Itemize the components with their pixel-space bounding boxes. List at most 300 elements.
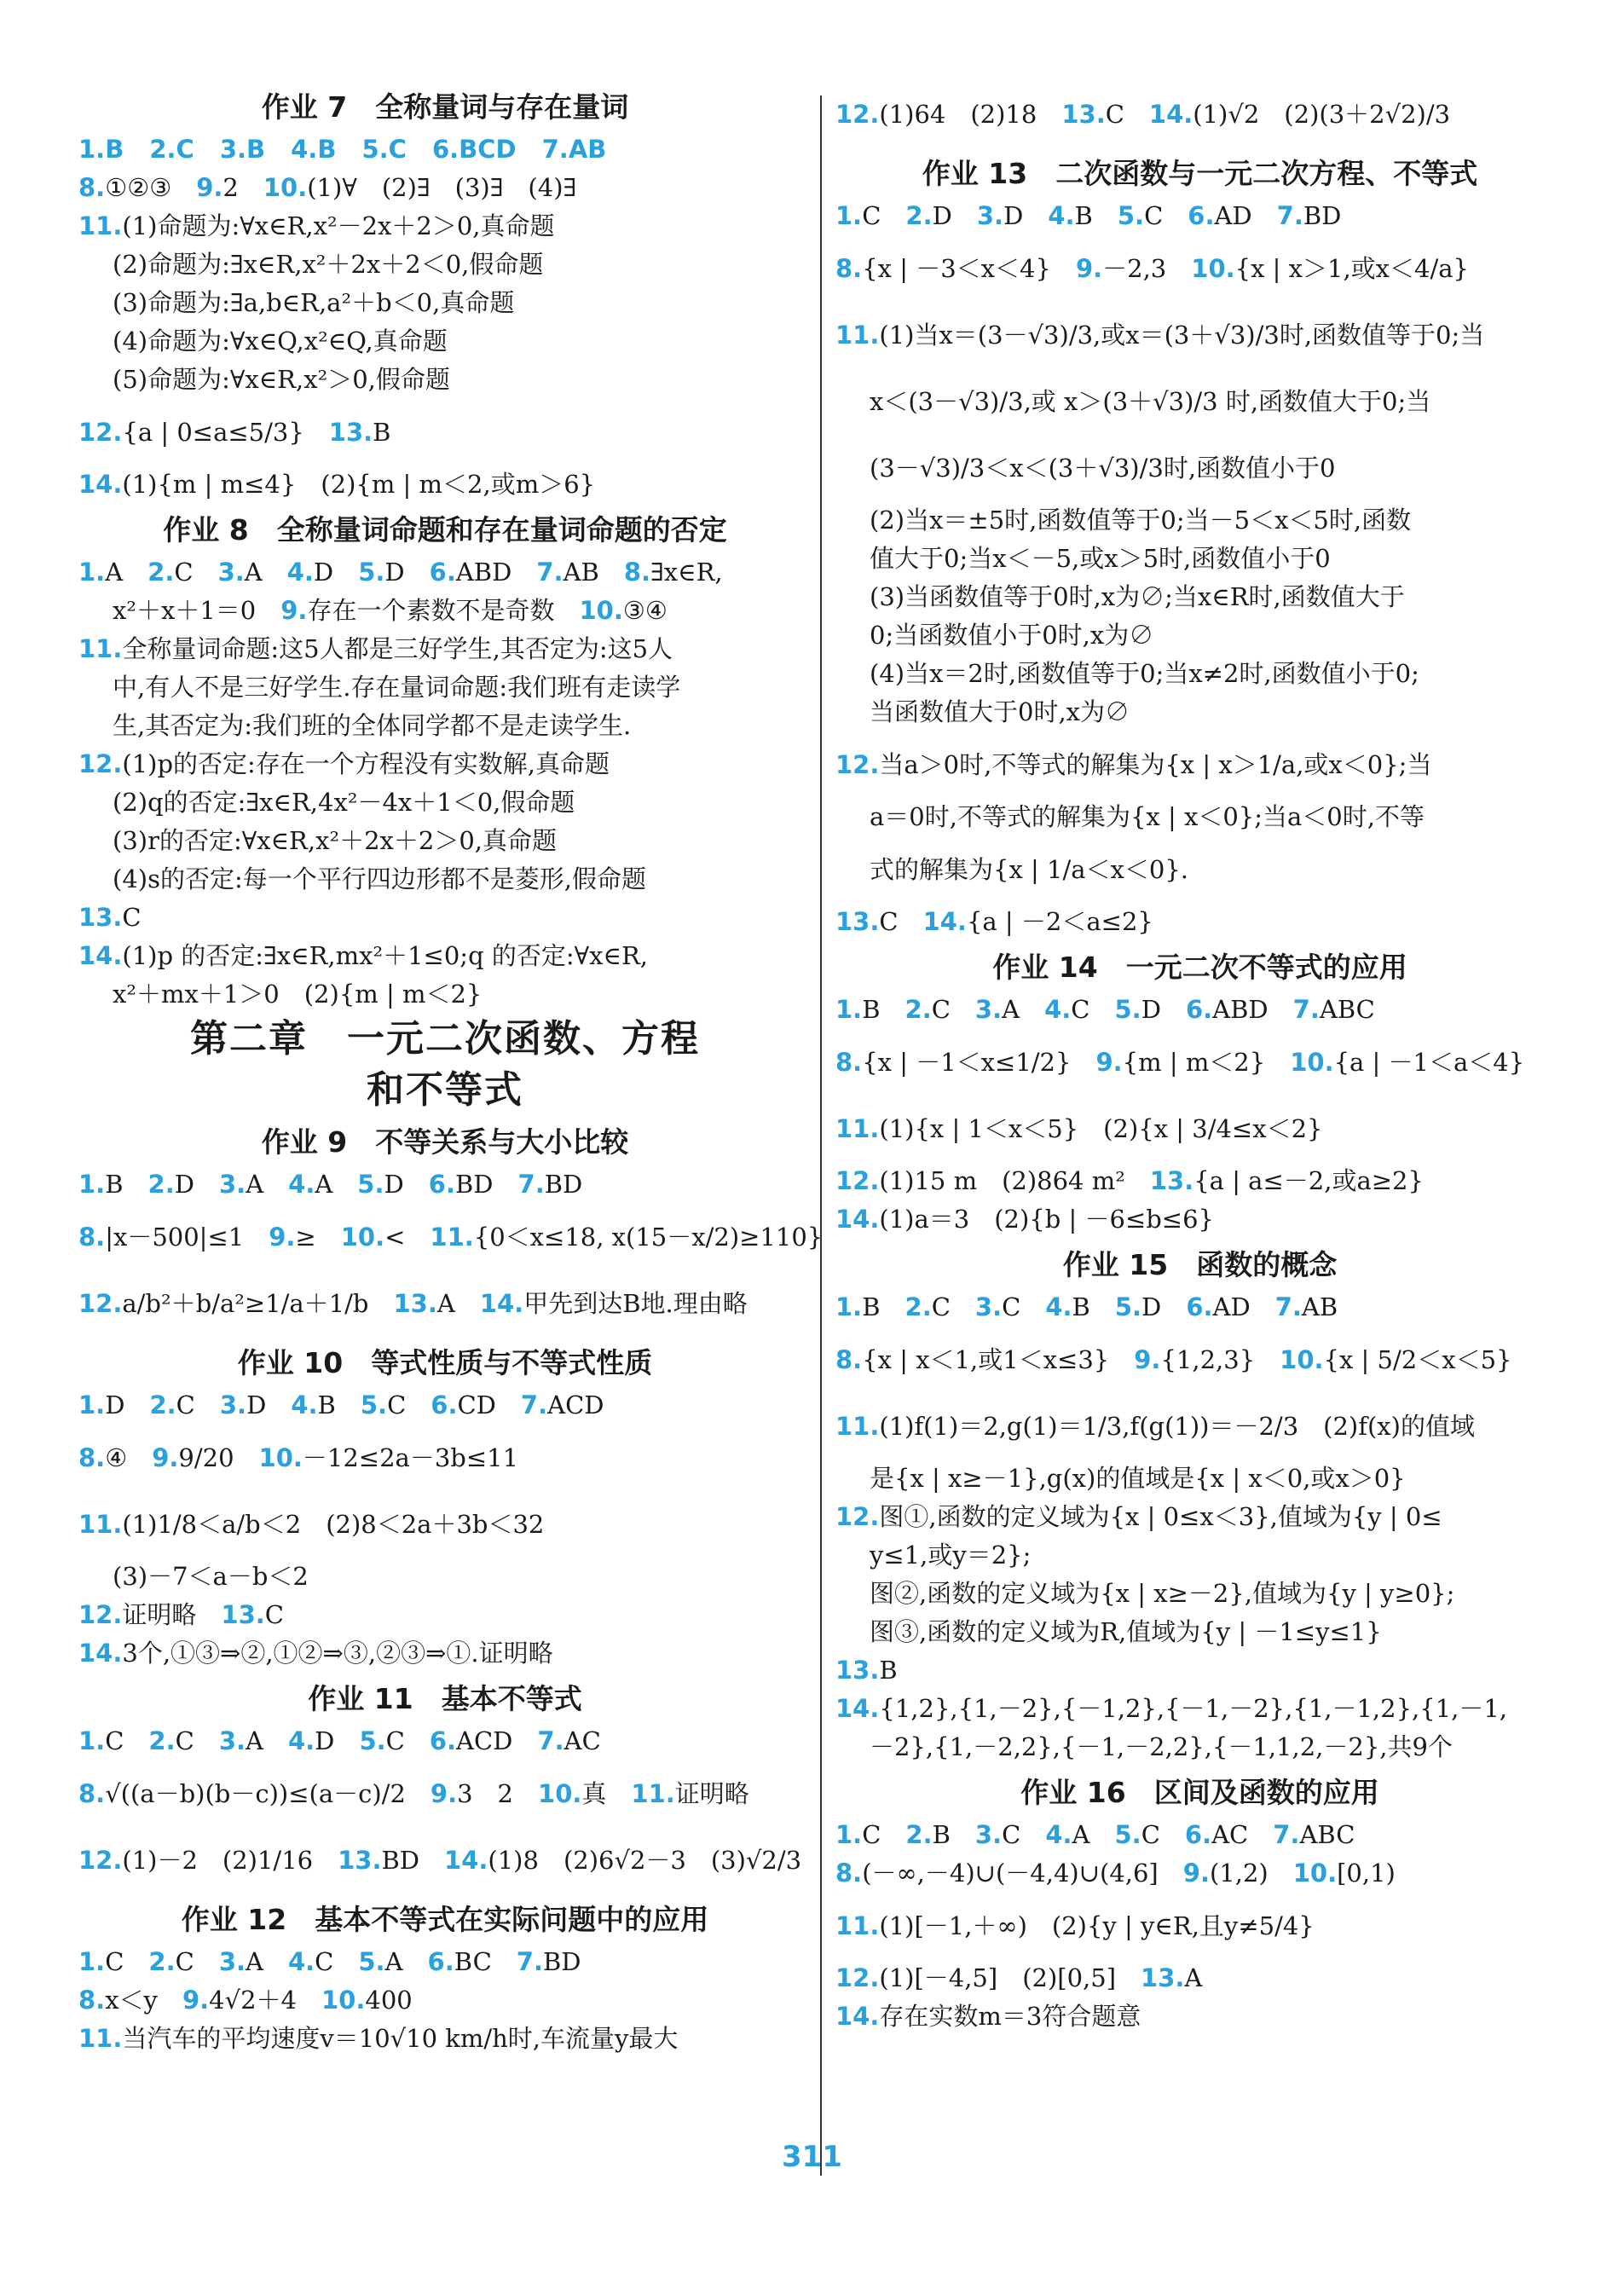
answer-text: √((a－b)(b－c))≤(a－c)/2	[105, 1779, 431, 1808]
section-title: 作业 11 基本不等式	[308, 1682, 582, 1715]
answer-text: {1,2,3}	[1160, 1345, 1280, 1374]
answer-text: (1)∀ (2)∃ (3)∃ (4)∃	[307, 173, 577, 202]
question-number: 12.	[78, 418, 123, 447]
answer-text: a/b²＋b/a²≥1/a＋1/b	[122, 1289, 394, 1318]
answer-text: {x | x＜1,或1＜x≤3}	[862, 1345, 1135, 1374]
question-number: 14.	[1148, 100, 1193, 129]
answer-text: 甲先到达B地.理由略	[523, 1289, 748, 1318]
answer-text: (1){x | 1＜x＜5} (2){x | 3/4≤x＜2}	[879, 1114, 1323, 1143]
answer-text: C	[122, 903, 142, 932]
question-number: 5.	[359, 1726, 386, 1755]
answer-text: (1)p的否定:存在一个方程没有实数解,真命题	[122, 749, 610, 778]
question-number: 1.	[78, 1390, 106, 1419]
answer-line	[78, 745, 812, 783]
answer-text: BD	[544, 1170, 583, 1199]
question-number: 7.	[517, 1170, 545, 1199]
answer-text: C	[1144, 201, 1188, 230]
answer-text: (1)f(1)＝2,g(1)＝1/3,f(g(1))＝－2/3 (2)f(x)的值域	[879, 1412, 1475, 1441]
question-number: 9.	[152, 1443, 179, 1472]
question-number: 12.	[835, 1502, 880, 1531]
answer-line	[835, 1816, 1564, 1854]
question-number: 3.	[218, 1947, 246, 1976]
answer-text: a＝0时,不等式的解集为{x | x＜0};当a＜0时,不等	[870, 802, 1425, 831]
answer-line	[835, 501, 1564, 540]
answer-line	[78, 1596, 812, 1634]
answer-line	[835, 616, 1564, 655]
question-number: 9.	[1075, 254, 1103, 283]
answer-line	[835, 435, 1564, 501]
question-number: 4.	[286, 558, 314, 587]
answer-line	[835, 731, 1564, 798]
answer-text: A	[1184, 1963, 1203, 1992]
answer-text: 是{x | x≥－1},g(x)的值域是{x | x＜0,或x＞0}	[870, 1464, 1406, 1493]
answer-text: C	[1141, 1820, 1185, 1849]
question-number: 2.	[905, 1820, 933, 1849]
question-number: 2.	[148, 1726, 176, 1755]
answer-line	[78, 783, 812, 822]
answer-text: C	[176, 1390, 220, 1419]
section-title: 作业 9 不等关系与大小比较	[261, 1125, 629, 1159]
question-number: 10.	[1290, 1048, 1334, 1077]
answer-text: 中,有人不是三好学生.存在量词命题:我们班有走读学	[113, 673, 681, 702]
answer-text: C	[1071, 995, 1115, 1024]
question-number: 6.	[1186, 1292, 1213, 1321]
question-number: 2.	[904, 1292, 932, 1321]
answer-text: 真	[581, 1779, 632, 1808]
question-number: 4.	[287, 1947, 315, 1976]
question-number: 11.	[631, 1779, 675, 1808]
answer-text: C	[1105, 100, 1149, 129]
left-column	[78, 81, 824, 2058]
question-number: 10.	[321, 1986, 366, 2015]
question-number: 9.	[196, 173, 223, 202]
question-number: 11.	[835, 321, 880, 350]
answer-line	[835, 540, 1564, 578]
answer-line	[835, 1997, 1564, 2036]
answer-text: ∃x∈R,	[650, 558, 723, 587]
answer-text: B	[862, 1292, 905, 1321]
question-number: 10.	[1191, 254, 1235, 283]
answer-line	[835, 1288, 1564, 1327]
question-number: 8.	[78, 173, 106, 202]
answer-text: C	[879, 907, 923, 936]
question-number: 11.	[835, 1412, 880, 1441]
question-number: 8.	[835, 1345, 863, 1374]
answer-text: ABC	[1319, 995, 1375, 1024]
answer-text: |x－500|≤1	[105, 1223, 269, 1252]
answer-text: B	[1074, 201, 1118, 230]
question-number: 11.	[78, 1510, 123, 1539]
answer-line	[835, 1200, 1564, 1239]
answer-text: BD	[1303, 201, 1342, 230]
question-number: 14.	[922, 907, 967, 936]
answer-line	[835, 578, 1564, 616]
answer-text: C	[385, 1726, 430, 1755]
answer-text: 图②,函数的定义域为{x | x≥－2},值域为{y | y≥0};	[870, 1579, 1455, 1608]
answer-text: BD	[381, 1846, 445, 1875]
question-number: 13.	[338, 1846, 382, 1875]
answer-line	[835, 1893, 1564, 1959]
question-number: 6.	[427, 1947, 454, 1976]
answer-text: {x | －3＜x＜4}	[862, 254, 1076, 283]
question-number: 9.	[1182, 1859, 1210, 1888]
answer-text: －12≤2a－3b≤11	[302, 1443, 519, 1472]
answer-text: ④	[105, 1443, 153, 1472]
section-title: 作业 15 函数的概念	[1062, 1248, 1338, 1281]
answer-text: C	[105, 1726, 149, 1755]
answer-line	[78, 2020, 812, 2058]
answer-line	[78, 1827, 812, 1893]
answer-text: {x | x＞1,或x＜4/a}	[1234, 254, 1469, 283]
question-number: 4.	[291, 1390, 318, 1419]
answer-line	[835, 693, 1564, 731]
section-title: 作业 12 基本不等式在实际问题中的应用	[181, 1903, 709, 1936]
answer-text: 全称量词命题:这5人都是三好学生,其否定为:这5人	[122, 634, 673, 663]
answer-text: (1)[－4,5] (2)[0,5]	[879, 1963, 1141, 1992]
question-number: 5.	[358, 558, 385, 587]
answer-text: D	[1141, 995, 1186, 1024]
answer-line	[835, 81, 1564, 147]
answer-text: A	[315, 1170, 358, 1199]
answer-line	[78, 860, 812, 899]
answer-text: C	[1002, 1820, 1046, 1849]
question-number: 14.	[78, 941, 123, 970]
answer-text: 3 2	[457, 1779, 539, 1808]
answer-text: C	[862, 201, 906, 230]
question-number: 14.	[78, 470, 123, 499]
answer-text: (1)命题为:∀x∈R,x²－2x＋2＞0,真命题	[122, 211, 555, 240]
question-number: 8.	[78, 1443, 106, 1472]
answer-line	[835, 1498, 1564, 1536]
question-number: 13.	[1149, 1166, 1194, 1195]
answer-choice: BCD	[459, 135, 517, 164]
answer-line	[835, 903, 1564, 941]
question-number: 7.	[516, 1947, 543, 1976]
answer-text: {0＜x≤18, x(15－x/2)≥110}	[473, 1223, 824, 1252]
answer-line	[835, 368, 1564, 435]
answer-text: (3)命题为:∃a,b∈R,a²＋b＜0,真命题	[113, 288, 515, 317]
answer-text: A	[244, 558, 287, 587]
question-number: 11.	[78, 2024, 123, 2053]
question-number: 9.	[430, 1779, 458, 1808]
question-number: 9.	[280, 596, 308, 625]
answer-line	[835, 1651, 1564, 1690]
question-number: 8.	[78, 1779, 106, 1808]
question-number: 13.	[78, 903, 123, 932]
question-number: 3.	[218, 1726, 246, 1755]
question-number: 6.	[429, 558, 456, 587]
question-number: 12.	[78, 749, 123, 778]
question-number: 10.	[263, 173, 308, 202]
question-number: 2.	[147, 1170, 175, 1199]
section-title: 作业 7 全称量词与存在量词	[261, 90, 629, 124]
question-number: 11.	[78, 634, 123, 663]
question-number: 6.	[431, 135, 459, 164]
answer-text: AD	[1212, 1292, 1275, 1321]
answer-text: 生,其否定为:我们班的全体同学都不是走读学生.	[113, 711, 632, 740]
answer-text: (1)√2 (2)(3＋2√2)/3	[1193, 100, 1451, 129]
answer-text: x＜(3－√3)/3,或 x＞(3＋√3)/3 时,函数值大于0;当	[870, 387, 1431, 416]
question-number: 8.	[78, 1223, 106, 1252]
question-number: 12.	[78, 1846, 123, 1875]
answer-text: C	[387, 1390, 431, 1419]
answer-text: (3)－7＜a－b＜2	[113, 1562, 309, 1591]
answer-text: (1)8 (2)6√2－3 (3)√2/3	[488, 1846, 802, 1875]
question-number: 10.	[1280, 1345, 1324, 1374]
question-number: 6.	[1185, 995, 1213, 1024]
answer-line	[835, 1460, 1564, 1498]
answer-text: (1)p 的否定:∃x∈R,mx²＋1≤0;q 的否定:∀x∈R,	[122, 941, 648, 970]
answer-choice: C	[388, 135, 407, 164]
answer-line	[835, 1613, 1564, 1651]
answer-line	[78, 465, 812, 504]
answer-text: 2	[223, 173, 263, 202]
answer-line	[78, 1558, 812, 1596]
question-number: 3.	[974, 1292, 1003, 1321]
chapter-title: 第二章 一元二次函数、方程	[190, 1017, 700, 1061]
answer-line	[78, 1386, 812, 1425]
question-number: 12.	[835, 100, 880, 129]
answer-text: 400	[365, 1986, 413, 2015]
question-number: 13.	[835, 907, 880, 936]
question-number: 13.	[393, 1289, 437, 1318]
answer-text: BD	[454, 1170, 518, 1199]
question-number: 13.	[1141, 1963, 1185, 1992]
answer-text: (3)r的否定:∀x∈R,x²＋2x＋2＞0,真命题	[113, 826, 557, 855]
answer-text: x²＋mx＋1＞0 (2){m | m＜2}	[113, 980, 483, 1009]
question-number: 9.	[1095, 1048, 1123, 1077]
answer-text: 3个,①③⇒②,①②⇒③,②③⇒①.证明略	[122, 1639, 553, 1668]
answer-line	[78, 246, 812, 284]
answer-text: ABC	[1299, 1820, 1355, 1849]
answer-line	[78, 668, 812, 707]
question-number: 1.	[835, 201, 863, 230]
answer-choice: AB	[568, 135, 607, 164]
question-number: 14.	[835, 2002, 880, 2031]
answer-line	[835, 1162, 1564, 1200]
question-number: 13.	[835, 1656, 880, 1685]
answer-text: 存在一个素数不是奇数	[307, 596, 580, 625]
answer-text: C	[862, 1820, 906, 1849]
question-number: 4.	[1048, 201, 1075, 230]
question-number: 1.	[78, 558, 106, 587]
answer-text: 值大于0;当x＜－5,或x＞5时,函数值小于0	[870, 544, 1331, 573]
question-number: 11.	[835, 1911, 880, 1940]
question-number: 7.	[1292, 995, 1320, 1024]
question-number: 1.	[78, 1726, 106, 1755]
answer-text: D	[384, 558, 430, 587]
answer-text: 式的解集为{x | 1/a＜x＜0}.	[870, 855, 1188, 884]
answer-line	[78, 937, 812, 975]
question-number: 1.	[78, 135, 106, 164]
question-number: 4.	[287, 1726, 315, 1755]
question-number: 7.	[537, 1726, 564, 1755]
answer-text: (－∞,－4)∪(－4,4)∪(4,6]	[862, 1859, 1183, 1888]
answer-text: 图①,函数的定义域为{x | 0≤x＜3},值域为{y | 0≤	[879, 1502, 1442, 1531]
answer-text: D	[1141, 1292, 1187, 1321]
answer-text: 当a＞0时,不等式的解集为{x | x＞1/a,或x＜0};当	[879, 750, 1432, 779]
answer-line	[78, 284, 812, 322]
answer-text: (1)15 m (2)864 m²	[879, 1166, 1150, 1195]
answer-text: (2)当x＝±5时,函数值等于0;当－5＜x＜5时,函数	[870, 506, 1412, 535]
question-number: 4.	[291, 135, 318, 164]
question-number: 6.	[1184, 1820, 1212, 1849]
question-number: 11.	[835, 1114, 880, 1143]
answer-text: A	[1002, 995, 1045, 1024]
answer-text: AB	[1301, 1292, 1338, 1321]
question-number: 14.	[444, 1846, 488, 1875]
answer-text: 存在实数m＝3符合题意	[879, 2002, 1141, 2031]
question-number: 1.	[835, 1292, 863, 1321]
answer-text: C	[931, 995, 975, 1024]
answer-text: C	[105, 1947, 149, 1976]
answer-text: [0,1)	[1337, 1859, 1396, 1888]
question-number: 7.	[536, 558, 563, 587]
answer-text: D	[313, 558, 359, 587]
question-number: 3.	[974, 995, 1003, 1024]
answer-line	[78, 1760, 812, 1827]
answer-text: {1,2},{1,－2},{－1,2},{－1,－2},{1,－1,2},{1,－1,	[879, 1694, 1508, 1723]
question-number: 5.	[361, 135, 389, 164]
answer-text: AD	[1214, 201, 1277, 230]
answer-line	[835, 1854, 1564, 1893]
question-number: 10.	[538, 1779, 582, 1808]
answer-choice: C	[176, 135, 194, 164]
answer-line	[78, 1204, 824, 1270]
section-title: 作业 8 全称量词命题和存在量词命题的否定	[163, 513, 727, 546]
question-number: 7.	[1274, 1292, 1302, 1321]
question-number: 2.	[905, 201, 933, 230]
answer-text: C	[264, 1600, 284, 1629]
answer-text: (4)命题为:∀x∈Q,x²∈Q,真命题	[113, 327, 448, 356]
answer-line	[835, 1728, 1564, 1766]
answer-line	[835, 1393, 1564, 1460]
question-number: 12.	[835, 750, 880, 779]
answer-text: (1)[－1,＋∞) (2){y | y∈R,且y≠5/4}	[879, 1911, 1315, 1940]
answer-line	[78, 322, 812, 361]
answer-text: (1)－2 (2)1/16	[122, 1846, 338, 1875]
answer-text: A	[246, 1726, 288, 1755]
answer-line	[78, 707, 812, 745]
answer-choice: B	[105, 135, 124, 164]
answer-text: (2)命题为:∃x∈R,x²＋2x＋2＜0,假命题	[113, 250, 544, 279]
answer-text: B	[373, 418, 391, 447]
answer-text: D	[105, 1390, 150, 1419]
answer-text: 证明略	[122, 1600, 222, 1629]
question-number: 4.	[1044, 995, 1072, 1024]
answer-line	[78, 899, 812, 937]
question-number: 5.	[358, 1947, 385, 1976]
answer-line	[835, 302, 1564, 368]
answer-line	[78, 207, 812, 246]
question-number: 14.	[835, 1694, 880, 1723]
question-number: 10.	[579, 596, 623, 625]
question-number: 4.	[1045, 1292, 1072, 1321]
question-number: 2.	[147, 558, 175, 587]
question-number: 8.	[835, 254, 863, 283]
question-number: 1.	[78, 1947, 106, 1976]
answer-text: ABD	[455, 558, 537, 587]
answer-line	[78, 1165, 812, 1204]
answer-text: ACD	[456, 1726, 538, 1755]
answer-text: (2)q的否定:∃x∈R,4x²－4x＋1＜0,假命题	[113, 788, 575, 817]
question-number: 2.	[904, 995, 932, 1024]
question-number: 4.	[1045, 1820, 1072, 1849]
answer-line	[78, 630, 812, 668]
question-number: 2.	[148, 1947, 176, 1976]
question-number: 5.	[1114, 995, 1141, 1024]
answer-text: x＜y	[105, 1986, 182, 2015]
answer-line	[835, 1096, 1564, 1162]
answer-text: D	[174, 1170, 219, 1199]
answer-text: C	[1002, 1292, 1046, 1321]
answer-text: A	[246, 1947, 288, 1976]
question-number: 3.	[974, 1820, 1003, 1849]
answer-line	[835, 655, 1564, 693]
answer-choice: B	[246, 135, 266, 164]
answer-text: D	[932, 201, 977, 230]
answer-text: －2,3	[1102, 254, 1192, 283]
answer-text: (4)当x＝2时,函数值等于0;当x≠2时,函数值小于0;	[870, 659, 1419, 688]
question-number: 8.	[835, 1048, 863, 1077]
question-number: 10.	[340, 1223, 385, 1252]
answer-text: (1){m | m≤4} (2){m | m＜2,或m＞6}	[122, 470, 596, 499]
answer-text: {a | a≤－2,或a≥2}	[1193, 1166, 1424, 1195]
question-number: 3.	[976, 201, 1004, 230]
question-number: 13.	[1061, 100, 1106, 129]
question-number: 5.	[1114, 1820, 1141, 1849]
answer-text: BC	[454, 1947, 517, 1976]
answer-text: C	[175, 1726, 219, 1755]
answer-text: B	[862, 995, 905, 1024]
answer-line	[78, 399, 812, 465]
question-number: 10.	[258, 1443, 303, 1472]
question-number: 1.	[78, 1170, 106, 1199]
answer-text: B	[105, 1170, 148, 1199]
question-number: 3.	[218, 1170, 246, 1199]
answer-text: <	[384, 1223, 431, 1252]
answer-text: (3－√3)/3＜x＜(3＋√3)/3时,函数值小于0	[870, 454, 1336, 483]
answer-text: 图③,函数的定义域为R,值域为{y | －1≤y≤1}	[870, 1617, 1382, 1646]
answer-text: (5)命题为:∀x∈R,x²＞0,假命题	[113, 365, 450, 394]
question-number: 11.	[78, 211, 123, 240]
question-number: 1.	[835, 995, 863, 1024]
answer-text: ABD	[1212, 995, 1293, 1024]
answer-text: y≤1,或y＝2};	[870, 1541, 1032, 1570]
question-number: 13.	[221, 1600, 265, 1629]
question-number: 3.	[219, 135, 247, 164]
answer-text: C	[175, 1947, 219, 1976]
answer-text: (3)当函数值等于0时,x为∅;当x∈R时,函数值大于	[870, 582, 1405, 611]
question-number: 12.	[835, 1963, 880, 1992]
answer-text: D	[1003, 201, 1049, 230]
answer-text: ③④	[622, 596, 668, 625]
answer-line	[835, 197, 1564, 235]
answer-line	[835, 1327, 1564, 1393]
chapter-title: 和不等式	[367, 1068, 523, 1112]
question-number: 9.	[182, 1986, 210, 2015]
answer-text: ≥	[295, 1223, 341, 1252]
answer-line	[835, 235, 1564, 302]
answer-text: B	[317, 1390, 361, 1419]
answer-line	[835, 836, 1564, 903]
answer-line	[78, 592, 812, 630]
section-title: 作业 16 区间及函数的应用	[1020, 1776, 1379, 1809]
question-number: 7.	[520, 1390, 548, 1419]
section-title: 作业 13 二次函数与一元二次方程、不等式	[922, 157, 1478, 190]
question-number: 6.	[1188, 201, 1215, 230]
answer-text: 0;当函数值小于0时,x为∅	[870, 621, 1154, 650]
